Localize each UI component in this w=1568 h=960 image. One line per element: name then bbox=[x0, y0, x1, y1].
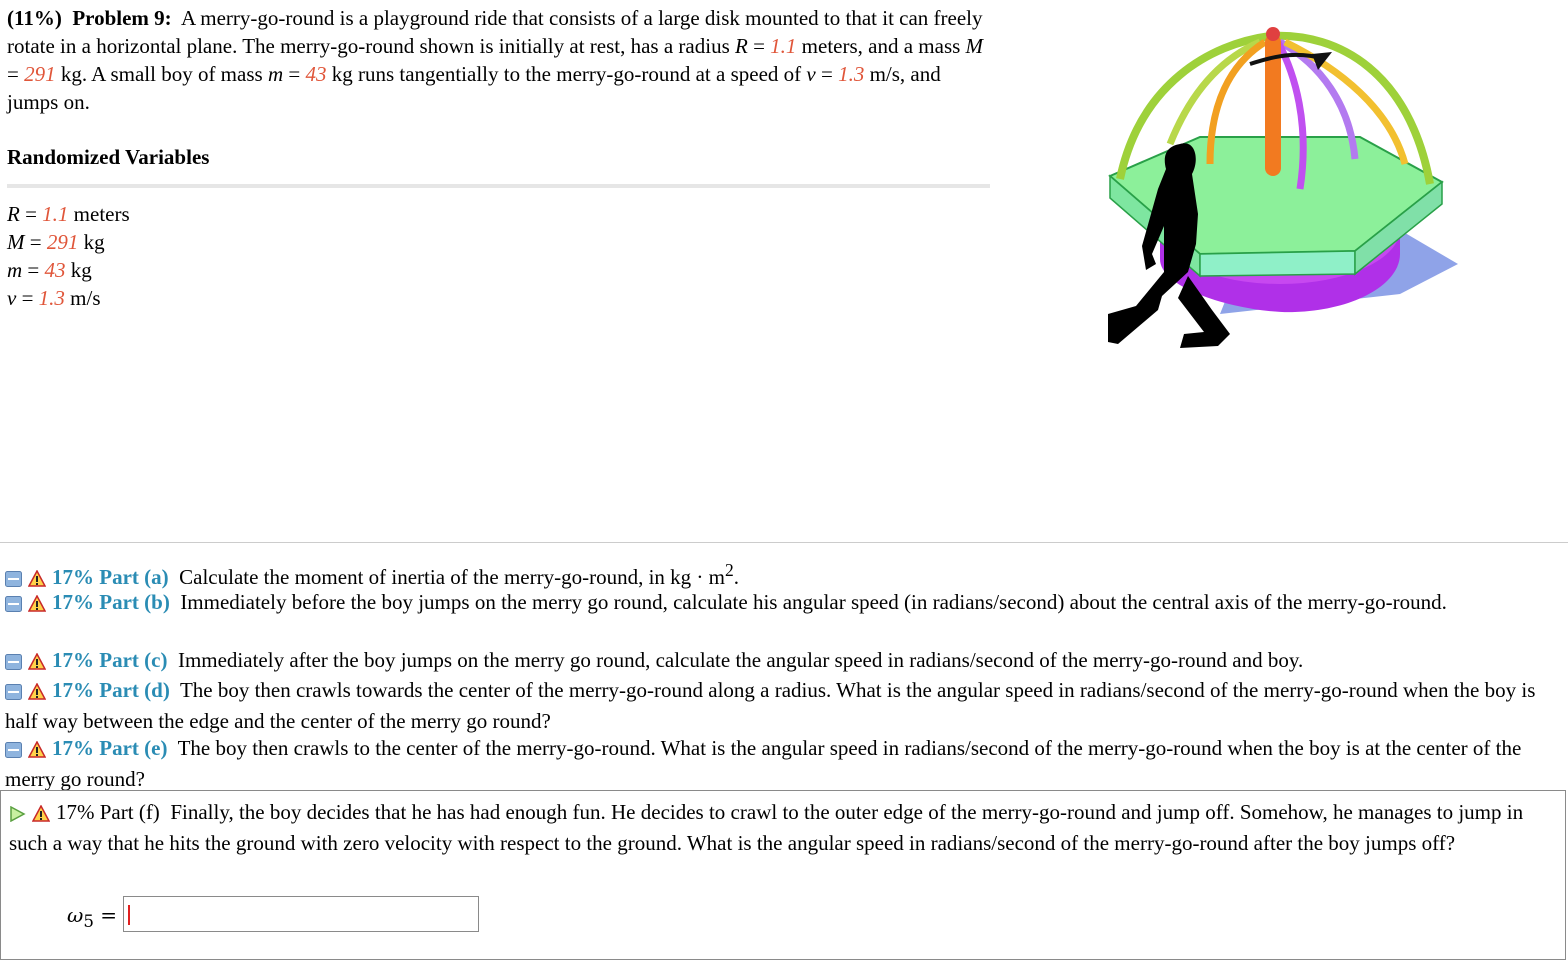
expand-icon[interactable] bbox=[5, 591, 22, 619]
warning-icon bbox=[28, 737, 46, 765]
mass-value: 291 bbox=[24, 62, 56, 86]
expand-icon[interactable] bbox=[5, 737, 22, 765]
variable-row: v = 1.3 m/s bbox=[7, 286, 101, 310]
problem-percent: (11%) bbox=[7, 6, 62, 30]
part-a[interactable]: 17% Part (a) Calculate the moment of inertia of the merry-go-round, in kg · $m^2$. bbox=[5, 556, 1561, 594]
problem-statement: (11%) Problem 9: A merry-go-round is a playground ride that consists of a large disk mounted to that it can freely rotate in a horizontal plane. The merry-go-round shown is initially at rest, has a radius R = 1.1 meters, and a mass M = 291 kg. A small boy of mass m = 43 kg runs tangentially to the merry-go-round at a speed of v = 1.3 m/s, and jumps on. bbox=[7, 6, 984, 114]
speed-value: 1.3 bbox=[838, 62, 865, 86]
answer-label: $\omega_5$ = bbox=[67, 903, 118, 931]
warning-icon bbox=[28, 679, 46, 707]
warning-icon bbox=[28, 591, 46, 619]
problem-text: A merry-go-round is a playground ride that consists of a large disk mounted to that it can freely rotate in a horizontal plane. The merry-go-round shown is initially at rest, has a radius bbox=[7, 6, 983, 58]
part-text: Immediately before the boy jumps on the merry go round, calculate his angular speed (in radians/second) about the central axis of the merry-go-round. bbox=[180, 590, 1447, 614]
randomized-variables-title: Randomized Variables bbox=[7, 145, 210, 169]
part-text: Finally, the boy decides that he has had enough fun. He decides to crawl to the outer edge of the merry-go-round and jump off. Somehow, he manages to jump in such a way that he hits the ground with zero velocity with respect to the ground. What is the angular speed in radians/second of the merry-go-round after the boy jumps off? bbox=[9, 800, 1524, 855]
part-b[interactable] bbox=[5, 588, 1561, 619]
part-label[interactable]: 17% Part (e) bbox=[52, 736, 168, 760]
merry-go-round-illustration bbox=[1100, 14, 1470, 359]
part-label[interactable]: 17% Part (f) bbox=[56, 800, 160, 824]
section-divider bbox=[7, 184, 990, 188]
variable-row: M = 291 kg bbox=[7, 230, 105, 254]
part-label[interactable]: 17% Part (d) bbox=[52, 678, 170, 702]
problem-title: Problem 9: bbox=[72, 6, 172, 30]
warning-icon bbox=[32, 801, 50, 829]
text-cursor bbox=[128, 905, 130, 925]
speed-symbol: v bbox=[806, 62, 816, 86]
parts-divider bbox=[0, 542, 1568, 543]
variable-row: m = 43 kg bbox=[7, 258, 92, 282]
expand-icon[interactable] bbox=[5, 649, 22, 677]
play-icon[interactable] bbox=[9, 801, 26, 829]
part-label[interactable]: 17% Part (a) bbox=[52, 565, 169, 589]
variable-row: R = 1.1 meters bbox=[7, 202, 130, 226]
part-e[interactable] bbox=[5, 734, 1561, 793]
expand-icon[interactable] bbox=[5, 679, 22, 707]
part-f bbox=[9, 798, 1561, 857]
part-c[interactable] bbox=[5, 646, 1561, 677]
part-label[interactable]: 17% Part (b) bbox=[52, 590, 170, 614]
boy-mass-value: 43 bbox=[305, 62, 327, 86]
part-text: Calculate the moment of inertia of the merry-go-round, in kg · m bbox=[179, 565, 725, 589]
boy-mass-symbol: m bbox=[267, 62, 284, 86]
part-text: The boy then crawls to the center of the merry-go-round. What is the angular speed in radians/second of the merry-go-round when the boy is at the center of the merry go round? bbox=[5, 736, 1522, 791]
mass-symbol: M bbox=[965, 34, 984, 58]
radius-value: 1.1 bbox=[770, 34, 797, 58]
part-label[interactable]: 17% Part (c) bbox=[52, 648, 168, 672]
warning-icon bbox=[28, 649, 46, 677]
part-text: Immediately after the boy jumps on the merry go round, calculate the angular speed in radians/second of the merry-go-round and boy. bbox=[177, 648, 1304, 672]
randomized-variables-list bbox=[7, 200, 130, 312]
answer-input[interactable] bbox=[123, 896, 479, 932]
part-text: The boy then crawls towards the center of the merry-go-round along a radius. What is the angular speed in radians/second of the merry-go-round when the boy is half way between the edge and the center of the merry go round? bbox=[5, 678, 1536, 733]
part-f-panel bbox=[0, 790, 1566, 960]
part-d[interactable] bbox=[5, 676, 1561, 735]
radius-symbol: R bbox=[735, 34, 748, 58]
